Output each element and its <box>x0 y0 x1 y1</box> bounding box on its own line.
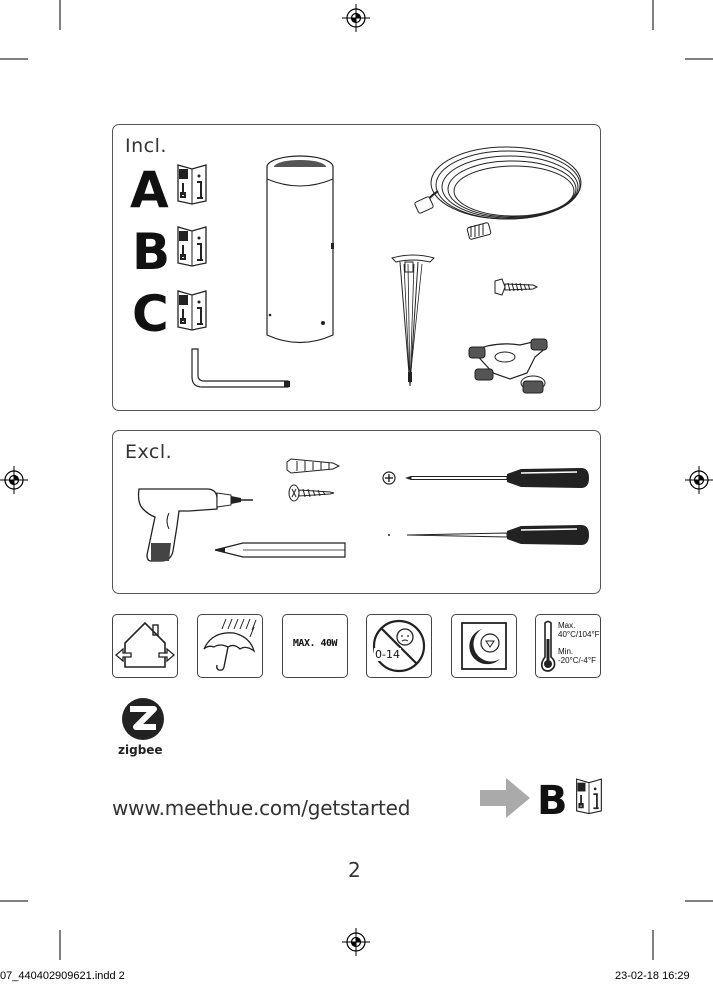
registration-mark-icon <box>0 466 28 494</box>
pencil <box>213 539 348 561</box>
arrow-right-icon <box>478 776 532 820</box>
zigbee-logo <box>120 697 166 741</box>
registration-mark-icon <box>342 4 370 32</box>
wood-screw <box>288 483 336 503</box>
rain-icon <box>198 615 262 677</box>
ground-spike <box>388 250 438 390</box>
flat-screwdriver <box>381 522 591 548</box>
temp-max-label: Max. <box>558 621 576 630</box>
manual-letter-a: A <box>130 161 169 219</box>
next-step-letter: B <box>537 778 568 824</box>
excluded-label: Excl. <box>125 441 173 463</box>
y-connector <box>465 333 555 398</box>
excluded-panel <box>112 430 601 594</box>
temperature-box <box>535 614 601 678</box>
included-label: Incl. <box>125 135 167 157</box>
zigbee-label: zigbee <box>118 743 163 757</box>
rain-box <box>197 614 263 678</box>
screw <box>493 277 539 297</box>
lamp-post <box>263 155 343 345</box>
age-label: 0-14 <box>375 648 400 661</box>
temp-min-label: Min. <box>558 647 574 656</box>
registration-mark-icon <box>342 928 370 956</box>
footer-file-name: 07_440402909621.indd 2 <box>0 970 125 982</box>
night-mode-box <box>451 614 517 678</box>
cable <box>408 143 588 243</box>
phillips-screwdriver <box>381 465 591 491</box>
page-number: 2 <box>348 858 361 882</box>
footer-timestamp: 23-02-18 16:29 <box>615 970 690 982</box>
manual-letter-b: B <box>132 223 171 281</box>
temp-max-value: 40°C/104°F <box>558 630 600 639</box>
manual-icon <box>574 773 604 817</box>
indoor-outdoor-icon <box>113 615 177 677</box>
manual-icon <box>175 161 209 205</box>
night-mode-icon <box>452 615 516 677</box>
thermometer-icon <box>538 619 558 675</box>
included-panel <box>112 124 601 411</box>
getstarted-url[interactable]: www.meethue.com/getstarted <box>112 796 411 820</box>
no-children-icon <box>367 615 431 677</box>
allen-key <box>188 345 298 390</box>
temp-min-value: -20°C/-4°F <box>558 656 596 665</box>
indoor-outdoor-box <box>112 614 178 678</box>
manual-letter-c: C <box>132 285 169 343</box>
max-power-label: MAX. 40W <box>292 638 338 649</box>
max-power-box <box>282 614 348 678</box>
manual-icon <box>175 287 209 331</box>
no-children-box <box>366 614 432 678</box>
manual-icon <box>175 223 209 267</box>
wall-plug <box>285 457 341 475</box>
registration-mark-icon <box>685 466 713 494</box>
